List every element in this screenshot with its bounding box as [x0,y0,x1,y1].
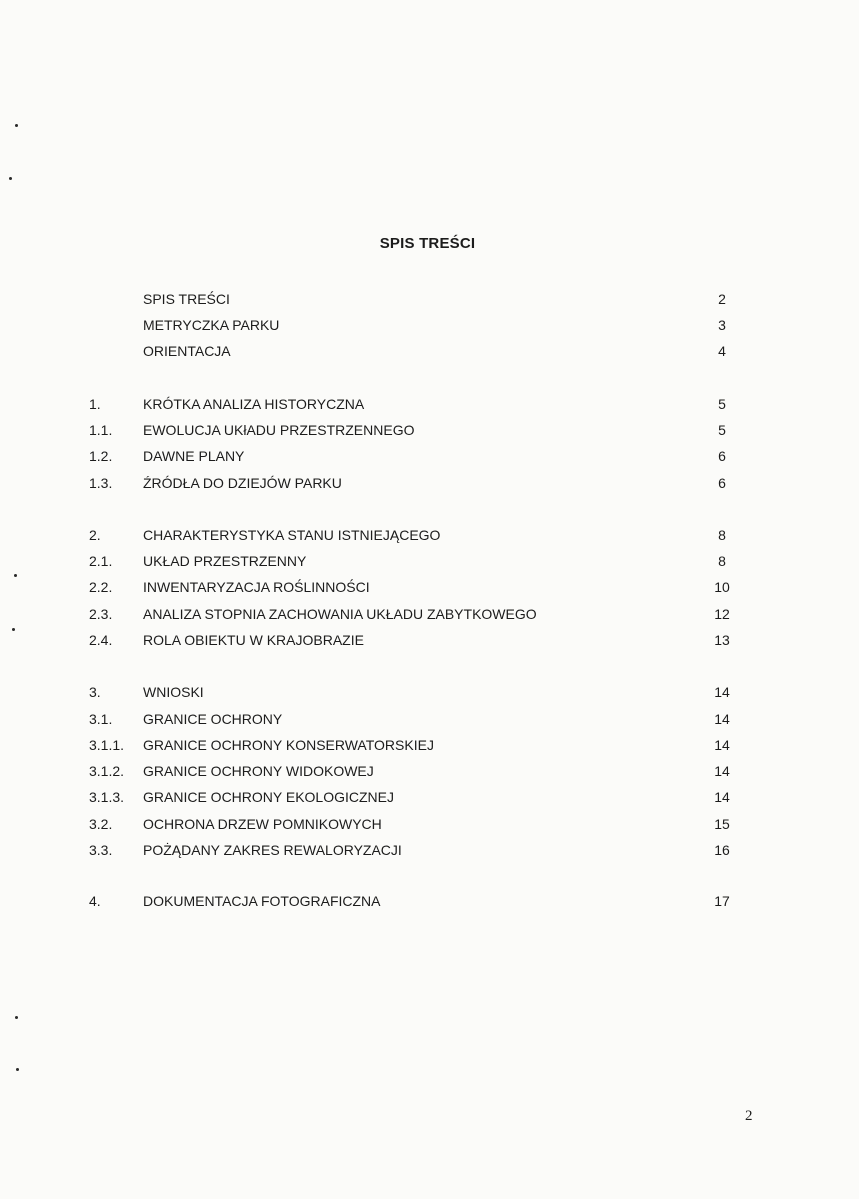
toc-entry-label: DOKUMENTACJA FOTOGRAFICZNA [143,893,381,909]
toc-entry [0,315,859,335]
toc-entry [0,551,859,571]
toc-entry [0,341,859,361]
toc-entry-number: 3.1. [89,711,113,727]
toc-entry-page: 12 [714,606,730,622]
toc-entry-page: 8 [718,527,726,543]
toc-entry-number: 1. [89,396,101,412]
toc-entry-number: 1.1. [89,422,113,438]
toc-entry-label: GRANICE OCHRONY KONSERWATORSKIEJ [143,737,434,753]
toc-entry-number: 3.1.3. [89,789,125,805]
toc-entry [0,682,859,702]
toc-entry-page: 5 [718,396,726,412]
toc-entry-number: 3.2. [89,816,113,832]
scan-speck [16,1068,19,1071]
toc-entry-number: 2.1. [89,553,113,569]
toc-entry-number: 1.2. [89,448,113,464]
toc-entry-number: 2.4. [89,632,113,648]
toc-entry-label: DAWNE PLANY [143,448,245,464]
toc-entry-page: 10 [714,579,730,595]
toc-entry-label: GRANICE OCHRONY WIDOKOWEJ [143,763,374,779]
toc-entry-number: 1.3. [89,475,113,491]
scan-speck [15,124,18,127]
toc-entry-label: WNIOSKI [143,684,204,700]
toc-entry-label: INWENTARYZACJA ROŚLINNOŚCI [143,579,370,595]
scan-speck [15,1016,18,1019]
toc-entry-page: 4 [718,343,726,359]
toc-entry-number: 2. [89,527,101,543]
toc-entry [0,891,859,911]
toc-entry-label: OCHRONA DRZEW POMNIKOWYCH [143,816,382,832]
toc-entry-number: 3.3. [89,842,113,858]
toc-entry [0,840,859,860]
toc-entry-page: 14 [714,711,730,727]
toc-entry-page: 17 [714,893,730,909]
toc-entry-number: 3. [89,684,101,700]
toc-entry-page: 3 [718,317,726,333]
toc-entry-number: 2.2. [89,579,113,595]
toc-entry-page: 16 [714,842,730,858]
toc-entry-number: 4. [89,893,101,909]
toc-entry-number: 3.1.1. [89,737,125,753]
scan-speck [12,628,15,631]
toc-entry-label: POŻĄDANY ZAKRES REWALORYZACJI [143,842,402,858]
toc-entry [0,604,859,624]
toc-entry [0,446,859,466]
toc-entry-label: GRANICE OCHRONY EKOLOGICZNEJ [143,789,395,805]
toc-entry-page: 2 [718,291,726,307]
toc-entry [0,420,859,440]
toc-entry [0,761,859,781]
toc-entry [0,577,859,597]
toc-entry [0,289,859,309]
toc-entry-label: ORIENTACJA [143,343,231,359]
page-number: 2 [745,1108,753,1124]
toc-entry [0,735,859,755]
scan-speck [14,574,17,577]
toc-entry-page: 8 [718,553,726,569]
toc-entry-number: 2.3. [89,606,113,622]
toc-entry-label: GRANICE OCHRONY [143,711,283,727]
toc-entry [0,473,859,493]
toc-entry-label: METRYCZKA PARKU [143,317,280,333]
toc-entry-page: 15 [714,816,730,832]
toc-entry-page: 14 [714,763,730,779]
toc-entry-label: UKŁAD PRZESTRZENNY [143,553,307,569]
toc-entry-page: 14 [714,737,730,753]
toc-entry-label: ANALIZA STOPNIA ZACHOWANIA UKŁADU ZABYTKOWEGO [143,606,537,622]
toc-entry-page: 13 [714,632,730,648]
toc-entry-page: 6 [718,475,726,491]
toc-entry-page: 14 [714,789,730,805]
toc-entry-page: 6 [718,448,726,464]
toc-entry-number: 3.1.2. [89,763,125,779]
toc-entry [0,709,859,729]
toc-entry-page: 5 [718,422,726,438]
toc-entry-label: ŹRÓDŁA DO DZIEJÓW PARKU [143,475,342,491]
toc-entry [0,814,859,834]
toc-entry-label: KRÓTKA ANALIZA HISTORYCZNA [143,396,365,412]
toc-entry-page: 14 [714,684,730,700]
scan-speck [9,177,12,180]
toc-entry-label: CHARAKTERYSTYKA STANU ISTNIEJĄCEGO [143,527,441,543]
toc-entry-label: ROLA OBIEKTU W KRAJOBRAZIE [143,632,364,648]
toc-entry [0,525,859,545]
toc-entry-label: SPIS TREŚCI [143,291,230,307]
toc-entry [0,787,859,807]
toc-entry [0,630,859,650]
toc-entry [0,394,859,414]
toc-entry-label: EWOLUCJA UKłADU PRZESTRZENNEGO [143,422,415,438]
page-title: SPIS TREŚCI [379,235,476,252]
